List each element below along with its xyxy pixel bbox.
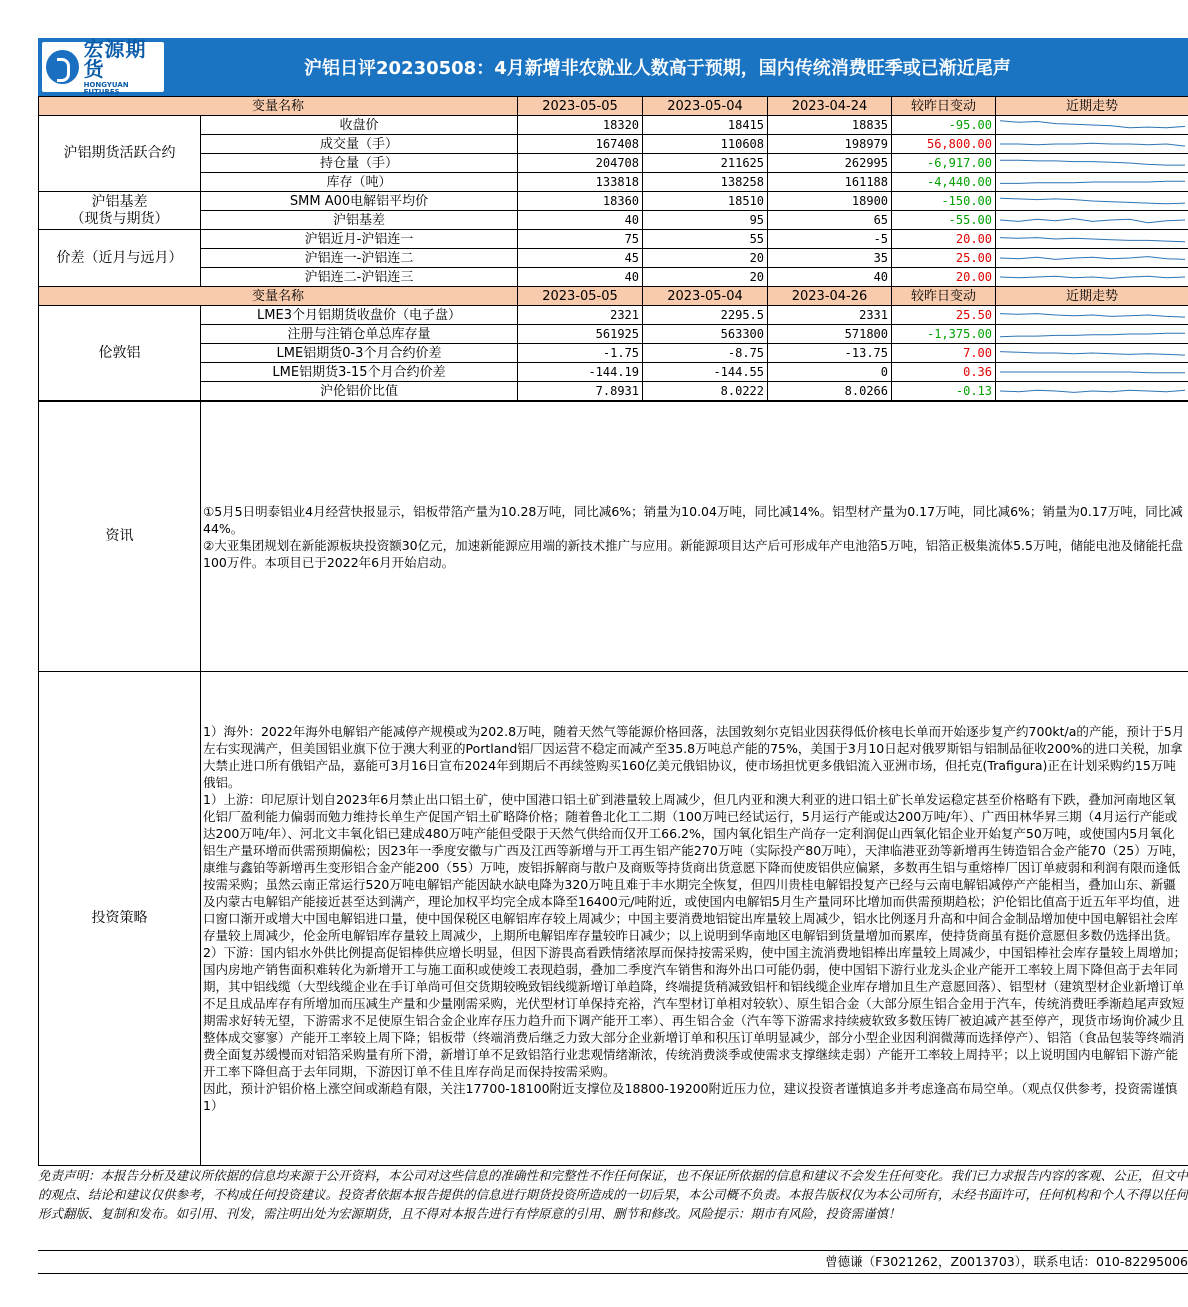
variable-name: 沪铝连一-沪铝连二 bbox=[201, 249, 518, 268]
value-cell: 18835 bbox=[768, 116, 892, 135]
company-logo bbox=[42, 36, 164, 96]
header-column: 较昨日变动 bbox=[892, 287, 996, 306]
news-paragraph: ②大亚集团规划在新能源板块投资额30亿元，加速新能源应用端的新技术推广与应用。新能源项目达产后可形成年产电池箔5万吨，铝箔正极集流体5.5万吨，储能电池及储能托盘100万件。本项目已于2022年6月开始启动。 bbox=[203, 537, 1183, 570]
strategy-label: 投资策略 bbox=[39, 672, 201, 1166]
value-cell: -5 bbox=[768, 230, 892, 249]
table-row bbox=[39, 249, 1188, 268]
analyst-signature: 曾德谦（F3021262，Z0013703），联系电话：010-82295006 bbox=[38, 1250, 1188, 1274]
table-row bbox=[39, 116, 1188, 135]
header-column: 2023-04-26 bbox=[768, 287, 892, 306]
sparkline-svg bbox=[996, 344, 1188, 362]
value-cell: 45 bbox=[518, 249, 643, 268]
value-cell: 18415 bbox=[643, 116, 768, 135]
sparkline-line bbox=[1000, 333, 1185, 337]
change-cell: -6,917.00 bbox=[892, 154, 996, 173]
strategy-paragraph: 因此，预计沪铝价格上涨空间或渐趋有限，关注17700-18100附近支撑位及18800-19200附近压力位，建议投资者谨慎追多并考虑逢高布局空单。（观点仅供参考，投资需谨慎1） bbox=[203, 1081, 1178, 1113]
value-cell: 211625 bbox=[643, 154, 768, 173]
table-row bbox=[39, 135, 1188, 154]
news-paragraph: ①5月5日明泰铝业4月经营快报显示，铝板带箔产量为10.28万吨，同比减6%；销量为10.04万吨，同比减14%。铝型材产量为0.17万吨，同比减6%；销量为0.17万吨，同比减44%。 bbox=[203, 503, 1183, 536]
sparkline-svg bbox=[996, 116, 1188, 134]
value-cell: -13.75 bbox=[768, 344, 892, 363]
value-cell: 8.0222 bbox=[643, 382, 768, 401]
value-cell: 95 bbox=[643, 211, 768, 230]
value-cell: 561925 bbox=[518, 325, 643, 344]
trend-sparkline bbox=[996, 344, 1188, 363]
value-cell: -144.19 bbox=[518, 363, 643, 382]
sparkline-svg bbox=[996, 173, 1188, 191]
value-cell: 2321 bbox=[518, 306, 643, 325]
value-cell: 262995 bbox=[768, 154, 892, 173]
sparkline-svg bbox=[996, 382, 1188, 400]
category-cell: 伦敦铝 bbox=[39, 306, 201, 401]
table-row bbox=[39, 211, 1188, 230]
value-cell: 40 bbox=[768, 268, 892, 287]
header-column: 2023-05-05 bbox=[518, 287, 643, 306]
variable-name: 沪铝近月-沪铝连一 bbox=[201, 230, 518, 249]
value-cell: 198979 bbox=[768, 135, 892, 154]
change-cell: 25.50 bbox=[892, 306, 996, 325]
table-row bbox=[39, 192, 1188, 211]
trend-sparkline bbox=[996, 135, 1188, 154]
header-column: 近期走势 bbox=[996, 97, 1188, 116]
strategy-paragraph: 1）海外：2022年海外电解铝产能减停产规模或为202.8万吨，随着天然气等能源价格回落，法国敦刻尔克铝业因获得低价核电长单而开始逐步复产约700kt/a的产能，预计于5月左右实现满产，但美国铝业旗下位于澳大利亚的Portland铝厂因运营不稳定而减产至35.8万吨总产能的75%，美国于3月10日起对俄罗斯铝与铝制品征收200%的进口关税，加拿大禁止进口所有俄铝产品，嘉能可3月16日宣布2024年到期后不再续签购买160亿美元俄铝协议，使市场担忧更多俄铝流入亚洲市场，但托克(Trafigura)正在计划采购约15万吨俄铝。 bbox=[203, 724, 1185, 790]
value-cell: 563300 bbox=[643, 325, 768, 344]
variable-name: 沪铝基差 bbox=[201, 211, 518, 230]
variable-name: 沪伦铝价比值 bbox=[201, 382, 518, 401]
change-cell: 20.00 bbox=[892, 230, 996, 249]
change-cell: -0.13 bbox=[892, 382, 996, 401]
change-cell: -4,440.00 bbox=[892, 173, 996, 192]
category-cell bbox=[39, 192, 201, 230]
header-column: 2023-05-04 bbox=[643, 97, 768, 116]
news-content bbox=[201, 402, 1188, 672]
trend-sparkline bbox=[996, 211, 1188, 230]
sparkline-line bbox=[1000, 238, 1185, 242]
variable-name: 注册与注销仓单总库存量 bbox=[201, 325, 518, 344]
strategy-content bbox=[201, 672, 1188, 1166]
value-cell: 18320 bbox=[518, 116, 643, 135]
value-cell: 167408 bbox=[518, 135, 643, 154]
trend-sparkline bbox=[996, 249, 1188, 268]
sparkline-line bbox=[1000, 352, 1185, 356]
value-cell: -8.75 bbox=[643, 344, 768, 363]
value-cell: -1.75 bbox=[518, 344, 643, 363]
category-line: （现货与期货） bbox=[70, 210, 169, 227]
table-row bbox=[39, 325, 1188, 344]
sparkline-line bbox=[1000, 390, 1185, 392]
value-cell: 2331 bbox=[768, 306, 892, 325]
value-cell: 75 bbox=[518, 230, 643, 249]
table-header-row bbox=[39, 97, 1188, 116]
change-cell: 0.36 bbox=[892, 363, 996, 382]
header-variable-name: 变量名称 bbox=[39, 97, 518, 116]
trend-sparkline bbox=[996, 173, 1188, 192]
table-header-row bbox=[39, 287, 1188, 306]
trend-sparkline bbox=[996, 382, 1188, 401]
sparkline-svg bbox=[996, 325, 1188, 343]
sparkline-line bbox=[1000, 372, 1185, 373]
header-column: 2023-05-05 bbox=[518, 97, 643, 116]
value-cell: 204708 bbox=[518, 154, 643, 173]
change-cell: -95.00 bbox=[892, 116, 996, 135]
trend-sparkline bbox=[996, 363, 1188, 382]
sparkline-line bbox=[1000, 160, 1185, 165]
variable-name: 库存（吨） bbox=[201, 173, 518, 192]
table-row bbox=[39, 306, 1188, 325]
sparkline-svg bbox=[996, 192, 1188, 210]
logo-english-name: HONGYUAN FUTURES bbox=[83, 80, 129, 96]
value-cell: 18360 bbox=[518, 192, 643, 211]
trend-sparkline bbox=[996, 268, 1188, 287]
header-column: 2023-04-24 bbox=[768, 97, 892, 116]
trend-sparkline bbox=[996, 230, 1188, 249]
logo-chinese-name: 宏源期货 bbox=[83, 36, 147, 81]
disclaimer: 免责声明：本报告分析及建议所依据的信息均来源于公开资料，本公司对这些信息的准确性和完整性不作任何保证，也不保证所依据的信息和建议不会发生任何变化。我们已力求报告内容的客观、公正，但文中的观点、结论和建议仅供参考，不构成任何投资建议。投资者依据本报告提供的信息进行期货投资所造成的一切后果，本公司概不负责。本报告版权仅为本公司所有，未经书面许可，任何机构和个人不得以任何形式翻版、复制和发布。如引用、刊发，需注明出处为宏源期货，且不得对本报告进行有悖原意的引用、删节和修改。风险提示：期市有风险，投资需谨慎！ bbox=[38, 1168, 1188, 1221]
trend-sparkline bbox=[996, 154, 1188, 173]
value-cell: 20 bbox=[643, 249, 768, 268]
value-cell: 110608 bbox=[643, 135, 768, 154]
variable-name: LME铝期货3-15个月合约价差 bbox=[201, 363, 518, 382]
text-table bbox=[38, 401, 1188, 1166]
value-cell: 65 bbox=[768, 211, 892, 230]
table-row bbox=[39, 268, 1188, 287]
value-cell: 571800 bbox=[768, 325, 892, 344]
sparkline-svg bbox=[996, 135, 1188, 153]
sparkline-svg bbox=[996, 211, 1188, 229]
value-cell: 18510 bbox=[643, 192, 768, 211]
sparkline-line bbox=[1000, 314, 1185, 318]
value-cell: 7.8931 bbox=[518, 382, 643, 401]
header-column: 2023-05-04 bbox=[643, 287, 768, 306]
value-cell: 40 bbox=[518, 268, 643, 287]
variable-name: LME铝期货0-3个月合约价差 bbox=[201, 344, 518, 363]
variable-name: 成交量（手） bbox=[201, 135, 518, 154]
change-cell: -1,375.00 bbox=[892, 325, 996, 344]
sparkline-line bbox=[1000, 219, 1185, 223]
value-cell: 138258 bbox=[643, 173, 768, 192]
category-cell: 价差（近月与远月） bbox=[39, 230, 201, 287]
category-cell: 沪铝期货活跃合约 bbox=[39, 116, 201, 192]
table-row bbox=[39, 154, 1188, 173]
report-title: 沪铝日评20230508：4月新增非农就业人数高于预期，国内传统消费旺季或已渐近尾声 bbox=[304, 58, 1011, 79]
sparkline-line bbox=[1000, 257, 1185, 260]
change-cell: 56,800.00 bbox=[892, 135, 996, 154]
change-cell: -150.00 bbox=[892, 192, 996, 211]
change-cell: 25.00 bbox=[892, 249, 996, 268]
trend-sparkline bbox=[996, 116, 1188, 135]
table-row bbox=[39, 382, 1188, 401]
variable-name: 持仓量（手） bbox=[201, 154, 518, 173]
report-sheet bbox=[38, 38, 1188, 1166]
header-column: 较昨日变动 bbox=[892, 97, 996, 116]
value-cell: 55 bbox=[643, 230, 768, 249]
table-row bbox=[39, 363, 1188, 382]
sparkline-line bbox=[1000, 143, 1185, 146]
value-cell: 2295.5 bbox=[643, 306, 768, 325]
strategy-paragraph: 2）下游：国内铝水外供比例提高促铝棒供应增长明显，但因下游畏高看跌情绪浓厚而保持按需采购，使中国主流消费地铝棒出库量较上周减少，中国铝棒社会库存量较上周增加；国内房地产销售面积难转化为新增开工与施工面积或使竣工表现趋弱，叠加二季度汽车销售和海外出口可能仍弱，使中国铝下游行业龙头企业产能开工率较上周下降但高于去年同期，其中铝线缆（大型线缆企业在手订单尚可但交货期较晚致铝线缆新增订单趋降，终端提货稍减致铝杆和铝线缆企业库存增加且生产意愿回落）、铝型材（建筑型材企业新增订单不足且成品库存有所增加而压减生产量和少量刚需采购，光伏型材订单保持充裕，汽车型材订单相对较软）、原生铝合金（大部分原生铝合金用于汽车，传统消费旺季渐趋尾声致短期需求好转无望，下游需求不足使原生铝合金企业库存压力趋升而下调产能开工率）、再生铝合金（汽车等下游需求持续疲软致多数压铸厂被迫减产甚至停产，现货市场询价减少且整体成交寥寥）产能开工率较上周下降；铝板带（终端消费后继乏力致大部分企业新增订单和积压订单明显减少，部分小型企业因利润微薄而选择停产）、铝箔（食品包装等终端消费全面复苏缓慢而对铝箔采购量有所下滑，新增订单不足致铝箔行业悲观情绪渐浓，传统消费淡季或使需求支撑继续走弱）产能开工率较上周持平；以上说明国内电解铝下游产能开工率下降但高于去年同期，下游因订单不佳且库存尚足而保持按需采购。 bbox=[203, 945, 1186, 1079]
strategy-paragraph: 1）上游：印尼原计划自2023年6月禁止出口铝土矿，使中国港口铝土矿到港量较上周减少，但几内亚和澳大利亚的进口铝土矿长单发运稳定甚至价格略有下跌，叠加河南地区氧化铝厂盈利能力偏弱而勉力维持长单生产促国产铝土矿略降价格；随着鲁北化工二期（100万吨已经试运行，5月运行产能或达200万吨/年）、广西田林华昇三期（4月运行产能或达200万吨/年）、河北文丰氧化铝已建成480万吨产能但受限于天然气供给而仅开工66.2%，国内氧化铝生产尚存一定利润促山西氧化铝企业开始复产50万吨，或使国内5月氧化铝生产量环增而供需预期偏松；因23年一季度安徽与广西及江西等新增与开工再生铝产能270万吨（实际投产80万吨），天津临港亚劲等新增再生铸造铝合金产能70（25）万吨，康维与鑫铂等新增再生变形铝合金产能200（55）万吨，废铝拆解商与散户及商贩等持货商出货意愿下降而使废铝供应偏紧，多数再生铝与重熔棒厂因订单疲弱和利润有限而逢低按需采购；虽然云南正常运行520万吨电解铝产能因缺水缺电降为320万吨且难于丰水期完全恢复，但四川贵桂电解铝投复产已经与云南电解铝减停产产能相当，叠加山东、新疆及内蒙古电解铝产能接近甚至达到满产，理论加权平均完全成本降至16400元/吨附近，或使国内电解铝5月生产量同环比增加而供需预期趋松；沪伦铝比值高于近五年平均值，进口窗口渐开或增大中国电解铝进口量，使中国保税区电解铝库存较上周减少；中国主要消费地铝锭出库量较上周减少，铝水比例逐月升高和中间合金制品增加使中国电解铝社会库存量较上周减少，伦金所电解铝库存量较上周减少，上期所电解铝库存量较昨日减少；以上说明到华南地区电解铝到货量增加而累库，使持货商虽有挺价意愿但多数仍选择出货。 bbox=[203, 792, 1185, 943]
value-cell: 20 bbox=[643, 268, 768, 287]
category-line: 沪铝基差 bbox=[91, 193, 148, 210]
value-cell: 35 bbox=[768, 249, 892, 268]
sparkline-svg bbox=[996, 268, 1188, 286]
header-column: 近期走势 bbox=[996, 287, 1188, 306]
value-cell: 161188 bbox=[768, 173, 892, 192]
value-cell: 18900 bbox=[768, 192, 892, 211]
change-cell: 20.00 bbox=[892, 268, 996, 287]
variable-name: 沪铝连二-沪铝连三 bbox=[201, 268, 518, 287]
sparkline-svg bbox=[996, 230, 1188, 248]
data-table bbox=[38, 96, 1188, 401]
sparkline-line bbox=[1000, 276, 1185, 278]
table-row bbox=[39, 344, 1188, 363]
value-cell: 133818 bbox=[518, 173, 643, 192]
table-row bbox=[39, 230, 1188, 249]
value-cell: 0 bbox=[768, 363, 892, 382]
sparkline-svg bbox=[996, 154, 1188, 172]
report-header bbox=[38, 38, 1188, 96]
value-cell: 8.0266 bbox=[768, 382, 892, 401]
change-cell: -55.00 bbox=[892, 211, 996, 230]
sparkline-svg bbox=[996, 306, 1188, 324]
hongyuan-logo-icon bbox=[46, 50, 79, 84]
sparkline-svg bbox=[996, 249, 1188, 267]
news-label: 资讯 bbox=[39, 402, 201, 672]
trend-sparkline bbox=[996, 306, 1188, 325]
value-cell: -144.55 bbox=[643, 363, 768, 382]
trend-sparkline bbox=[996, 325, 1188, 344]
variable-name: LME3个月铝期货收盘价（电子盘） bbox=[201, 306, 518, 325]
sparkline-svg bbox=[996, 363, 1188, 381]
change-cell: 7.00 bbox=[892, 344, 996, 363]
variable-name: SMM A00电解铝平均价 bbox=[201, 192, 518, 211]
sparkline-line bbox=[1000, 121, 1185, 128]
trend-sparkline bbox=[996, 192, 1188, 211]
header-variable-name: 变量名称 bbox=[39, 287, 518, 306]
variable-name: 收盘价 bbox=[201, 116, 518, 135]
table-row bbox=[39, 173, 1188, 192]
sparkline-line bbox=[1000, 198, 1185, 204]
value-cell: 40 bbox=[518, 211, 643, 230]
sparkline-line bbox=[1000, 181, 1185, 183]
